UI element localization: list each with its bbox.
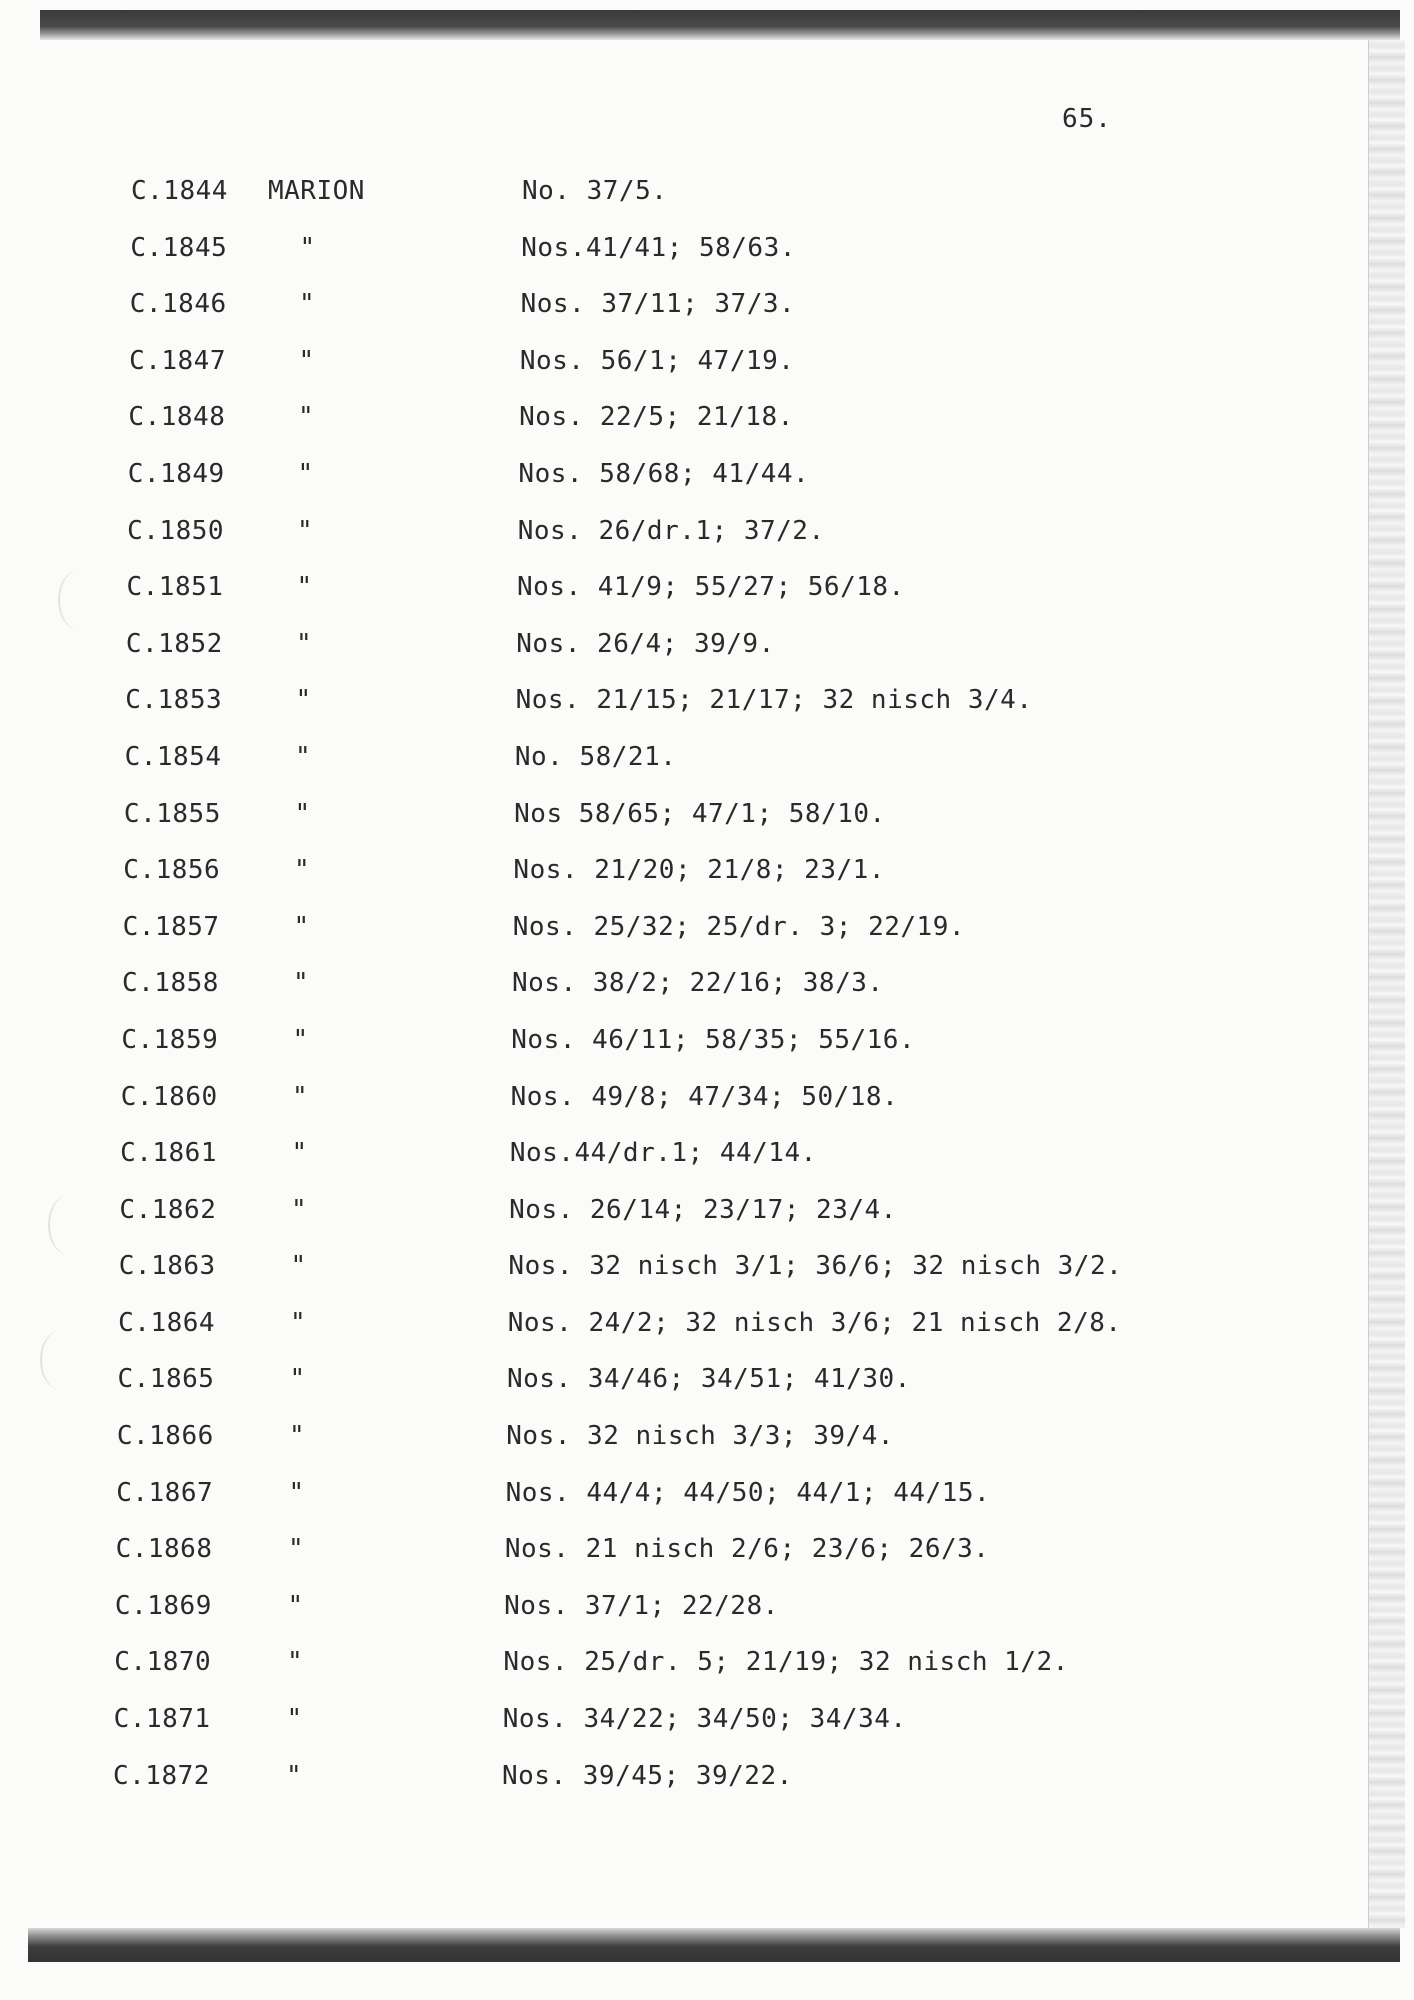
entry-row xyxy=(0,1138,1368,1195)
entry-row xyxy=(0,1761,1368,1818)
entry-row xyxy=(0,402,1368,459)
catalog-number: C.1862 xyxy=(119,1194,217,1225)
reference-numbers: Nos. 49/8; 47/34; 50/18. xyxy=(510,1081,899,1112)
reference-numbers: Nos. 22/5; 21/18. xyxy=(519,402,794,433)
catalog-number: C.1847 xyxy=(129,345,226,376)
collection-name: " xyxy=(287,1647,304,1678)
page-number: 65. xyxy=(1062,104,1112,134)
collection-name: " xyxy=(293,911,310,942)
reference-numbers: Nos. 26/dr.1; 37/2. xyxy=(517,515,825,546)
catalog-number: C.1850 xyxy=(127,515,225,546)
collection-name: " xyxy=(289,1364,306,1395)
collection-name: " xyxy=(297,515,314,546)
reference-numbers: Nos.44/dr.1; 44/14. xyxy=(509,1138,817,1169)
collection-name: MARION xyxy=(268,176,365,206)
entry-row xyxy=(0,1082,1368,1139)
catalog-number: C.1871 xyxy=(113,1704,211,1735)
catalog-number: C.1864 xyxy=(118,1307,216,1338)
catalog-number: C.1855 xyxy=(123,798,221,829)
entry-row xyxy=(0,629,1368,686)
collection-name: " xyxy=(296,628,313,659)
entry-row xyxy=(0,1308,1368,1365)
collection-name: " xyxy=(291,1138,308,1169)
catalog-number: C.1846 xyxy=(129,289,227,320)
reference-numbers: Nos. 32 nisch 3/1; 36/6; 32 nisch 3/2. xyxy=(508,1251,1123,1282)
reference-numbers: Nos.41/41; 58/63. xyxy=(521,232,796,263)
entry-row xyxy=(0,289,1368,346)
reference-numbers: Nos. 44/4; 44/50; 44/1; 44/15. xyxy=(505,1477,991,1508)
reference-numbers: Nos. 41/9; 55/27; 56/18. xyxy=(517,572,905,603)
reference-numbers: Nos. 21/20; 21/8; 23/1. xyxy=(513,855,885,886)
collection-name: " xyxy=(298,345,315,376)
catalog-number: C.1868 xyxy=(115,1534,213,1565)
entry-row xyxy=(0,799,1368,856)
catalog-number: C.1859 xyxy=(121,1024,219,1055)
collection-name: " xyxy=(288,1534,305,1565)
reference-numbers: Nos. 37/11; 37/3. xyxy=(520,289,796,320)
reference-numbers: Nos. 25/dr. 5; 21/19; 32 nisch 1/2. xyxy=(503,1647,1069,1678)
collection-name: " xyxy=(295,685,312,716)
catalog-number: C.1860 xyxy=(120,1081,218,1112)
reference-numbers: No. 58/21. xyxy=(514,741,677,772)
collection-name: " xyxy=(297,458,314,489)
collection-name: " xyxy=(287,1590,304,1621)
catalog-number: C.1857 xyxy=(122,911,220,942)
reference-numbers: Nos. 26/4; 39/9. xyxy=(516,628,775,659)
reference-numbers: No. 37/5. xyxy=(522,176,668,206)
catalog-number: C.1863 xyxy=(118,1251,216,1282)
entry-row xyxy=(0,1421,1368,1478)
collection-name: " xyxy=(291,1194,308,1225)
reference-numbers: Nos. 21 nisch 2/6; 23/6; 26/3. xyxy=(504,1534,990,1565)
scan-edge-right xyxy=(1368,40,1405,1928)
catalog-number: C.1844 xyxy=(131,176,228,206)
reference-numbers: Nos. 34/22; 34/50; 34/34. xyxy=(502,1704,907,1735)
reference-numbers: Nos. 46/11; 58/35; 55/16. xyxy=(511,1024,916,1055)
collection-name: " xyxy=(289,1421,306,1452)
scan-edge-bottom xyxy=(28,1928,1400,1962)
entry-row xyxy=(0,742,1368,799)
reference-numbers: Nos. 34/46; 34/51; 41/30. xyxy=(507,1364,911,1395)
entry-row xyxy=(0,968,1368,1025)
catalog-number: C.1869 xyxy=(114,1590,212,1621)
catalog-number: C.1870 xyxy=(114,1647,212,1678)
entry-row xyxy=(0,1534,1368,1591)
catalog-number: C.1872 xyxy=(113,1760,210,1791)
reference-numbers: Nos. 56/1; 47/19. xyxy=(519,345,795,376)
entry-row xyxy=(0,1251,1368,1308)
collection-name: " xyxy=(299,232,316,263)
entry-row xyxy=(0,516,1368,573)
collection-name: " xyxy=(299,289,316,320)
catalog-number: C.1851 xyxy=(126,572,224,603)
entry-row xyxy=(0,855,1368,912)
reference-numbers: Nos. 32 nisch 3/3; 39/4. xyxy=(506,1421,894,1452)
entry-row xyxy=(0,176,1368,233)
entry-row xyxy=(0,459,1368,516)
reference-numbers: Nos. 25/32; 25/dr. 3; 22/19. xyxy=(512,911,965,942)
entry-row xyxy=(0,1364,1368,1421)
collection-name: " xyxy=(298,402,315,433)
entry-row xyxy=(0,1704,1368,1761)
reference-numbers: Nos 58/65; 47/1; 58/10. xyxy=(514,798,886,829)
entry-row xyxy=(0,1591,1368,1648)
reference-numbers: Nos. 26/14; 23/17; 23/4. xyxy=(509,1194,897,1225)
reference-numbers: Nos. 58/68; 41/44. xyxy=(518,458,810,489)
collection-name: " xyxy=(290,1251,307,1282)
entry-row xyxy=(0,1195,1368,1252)
entry-row xyxy=(0,912,1368,969)
entry-row xyxy=(0,1647,1368,1704)
catalog-number: C.1861 xyxy=(120,1138,217,1169)
collection-name: " xyxy=(292,1024,309,1055)
entry-row xyxy=(0,346,1368,403)
collection-name: " xyxy=(296,572,313,603)
reference-numbers: Nos. 38/2; 22/16; 38/3. xyxy=(512,968,884,999)
catalog-number: C.1849 xyxy=(127,458,225,489)
reference-numbers: Nos. 39/45; 39/22. xyxy=(502,1760,793,1791)
entry-row xyxy=(0,1478,1368,1535)
catalog-number: C.1866 xyxy=(116,1421,214,1452)
catalog-number: C.1852 xyxy=(125,628,223,659)
entry-list xyxy=(0,176,1368,1817)
collection-name: " xyxy=(290,1307,307,1338)
catalog-number: C.1856 xyxy=(123,855,221,886)
reference-numbers: Nos. 24/2; 32 nisch 3/6; 21 nisch 2/8. xyxy=(507,1307,1122,1338)
collection-name: " xyxy=(295,741,312,772)
catalog-number: C.1848 xyxy=(128,402,226,433)
collection-name: " xyxy=(288,1477,305,1508)
catalog-number: C.1865 xyxy=(117,1364,215,1395)
entry-row xyxy=(0,233,1368,290)
collection-name: " xyxy=(286,1760,303,1791)
collection-name: " xyxy=(292,1081,309,1112)
entry-row xyxy=(0,685,1368,742)
entry-row xyxy=(0,1025,1368,1082)
reference-numbers: Nos. 21/15; 21/17; 32 nisch 3/4. xyxy=(515,685,1033,716)
entry-row xyxy=(0,572,1368,629)
catalog-number: C.1867 xyxy=(116,1477,214,1508)
catalog-number: C.1854 xyxy=(124,741,222,772)
catalog-number: C.1853 xyxy=(125,685,223,716)
collection-name: " xyxy=(294,798,311,829)
collection-name: " xyxy=(293,968,310,999)
reference-numbers: Nos. 37/1; 22/28. xyxy=(504,1590,779,1621)
scan-edge-top xyxy=(40,10,1400,40)
catalog-number: C.1845 xyxy=(130,232,228,263)
collection-name: " xyxy=(294,855,311,886)
collection-name: " xyxy=(286,1704,303,1735)
catalog-number: C.1858 xyxy=(122,968,219,999)
